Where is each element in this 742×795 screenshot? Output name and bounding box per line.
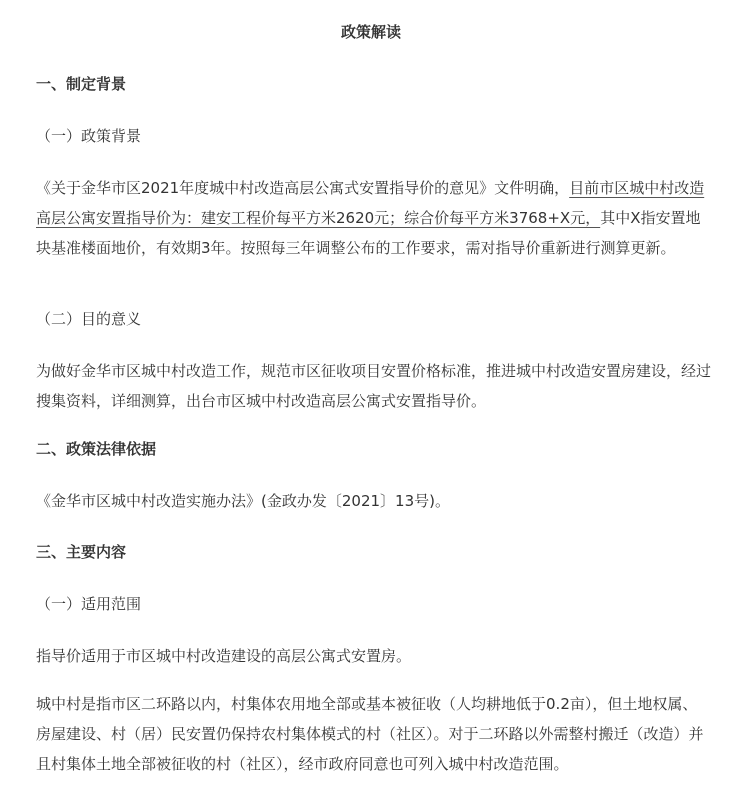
paragraph-text: 其中X指安置地块基准楼面地价，有效期3年。按照每三年调整公布的工作要求，需对指导价重新进行测算更新。 [36,209,701,257]
section-heading-legal-basis: 二、政策法律依据 [36,440,157,458]
subheading-scope: （一）适用范围 [36,595,142,613]
paragraph-scope: 指导价适用于市区城中村改造建设的高层公寓式安置房。 [36,647,412,665]
paragraph-legal-basis: 《金华市区城中村改造实施办法》(金政办发〔2021〕13号)。 [36,492,450,510]
paragraph-urban-village-definition: 城中村是指市区二环路以内，村集体农用地全部或基本被征收（人均耕地低于0.2亩），但土地权属、房屋建设、村（居）民安置仍保持农村集体模式的村（社区）。对于二环路以外需整村搬迁（改造）并且村集体土地全部被征收的村（社区），经市政府同意也可列入城中村改造范围。 [36,695,704,773]
section-heading-main-content: 三、主要内容 [36,543,127,561]
paragraph-text: 《关于金华市区2021年度城中村改造高层公寓式安置指导价的意见》文件明确， [36,179,570,197]
section-heading-background: 一、制定背景 [36,75,127,93]
page-title: 政策解读 [340,23,401,41]
paragraph-policy-background [36,173,712,263]
underlined-price-text: 目前市区城中村改造高层公寓安置指导价为：建安工程价每平方米2620元；综合价每平方米3768+X元， [36,179,705,227]
paragraph-purpose: 为做好金华市区城中村改造工作，规范市区征收项目安置价格标准，推进城中村改造安置房建设，经过搜集资料，详细测算，出台市区城中村改造高层公寓式安置指导价。 [36,362,712,410]
subheading-policy-background: （一）政策背景 [36,127,142,145]
subheading-purpose: （二）目的意义 [36,310,142,328]
